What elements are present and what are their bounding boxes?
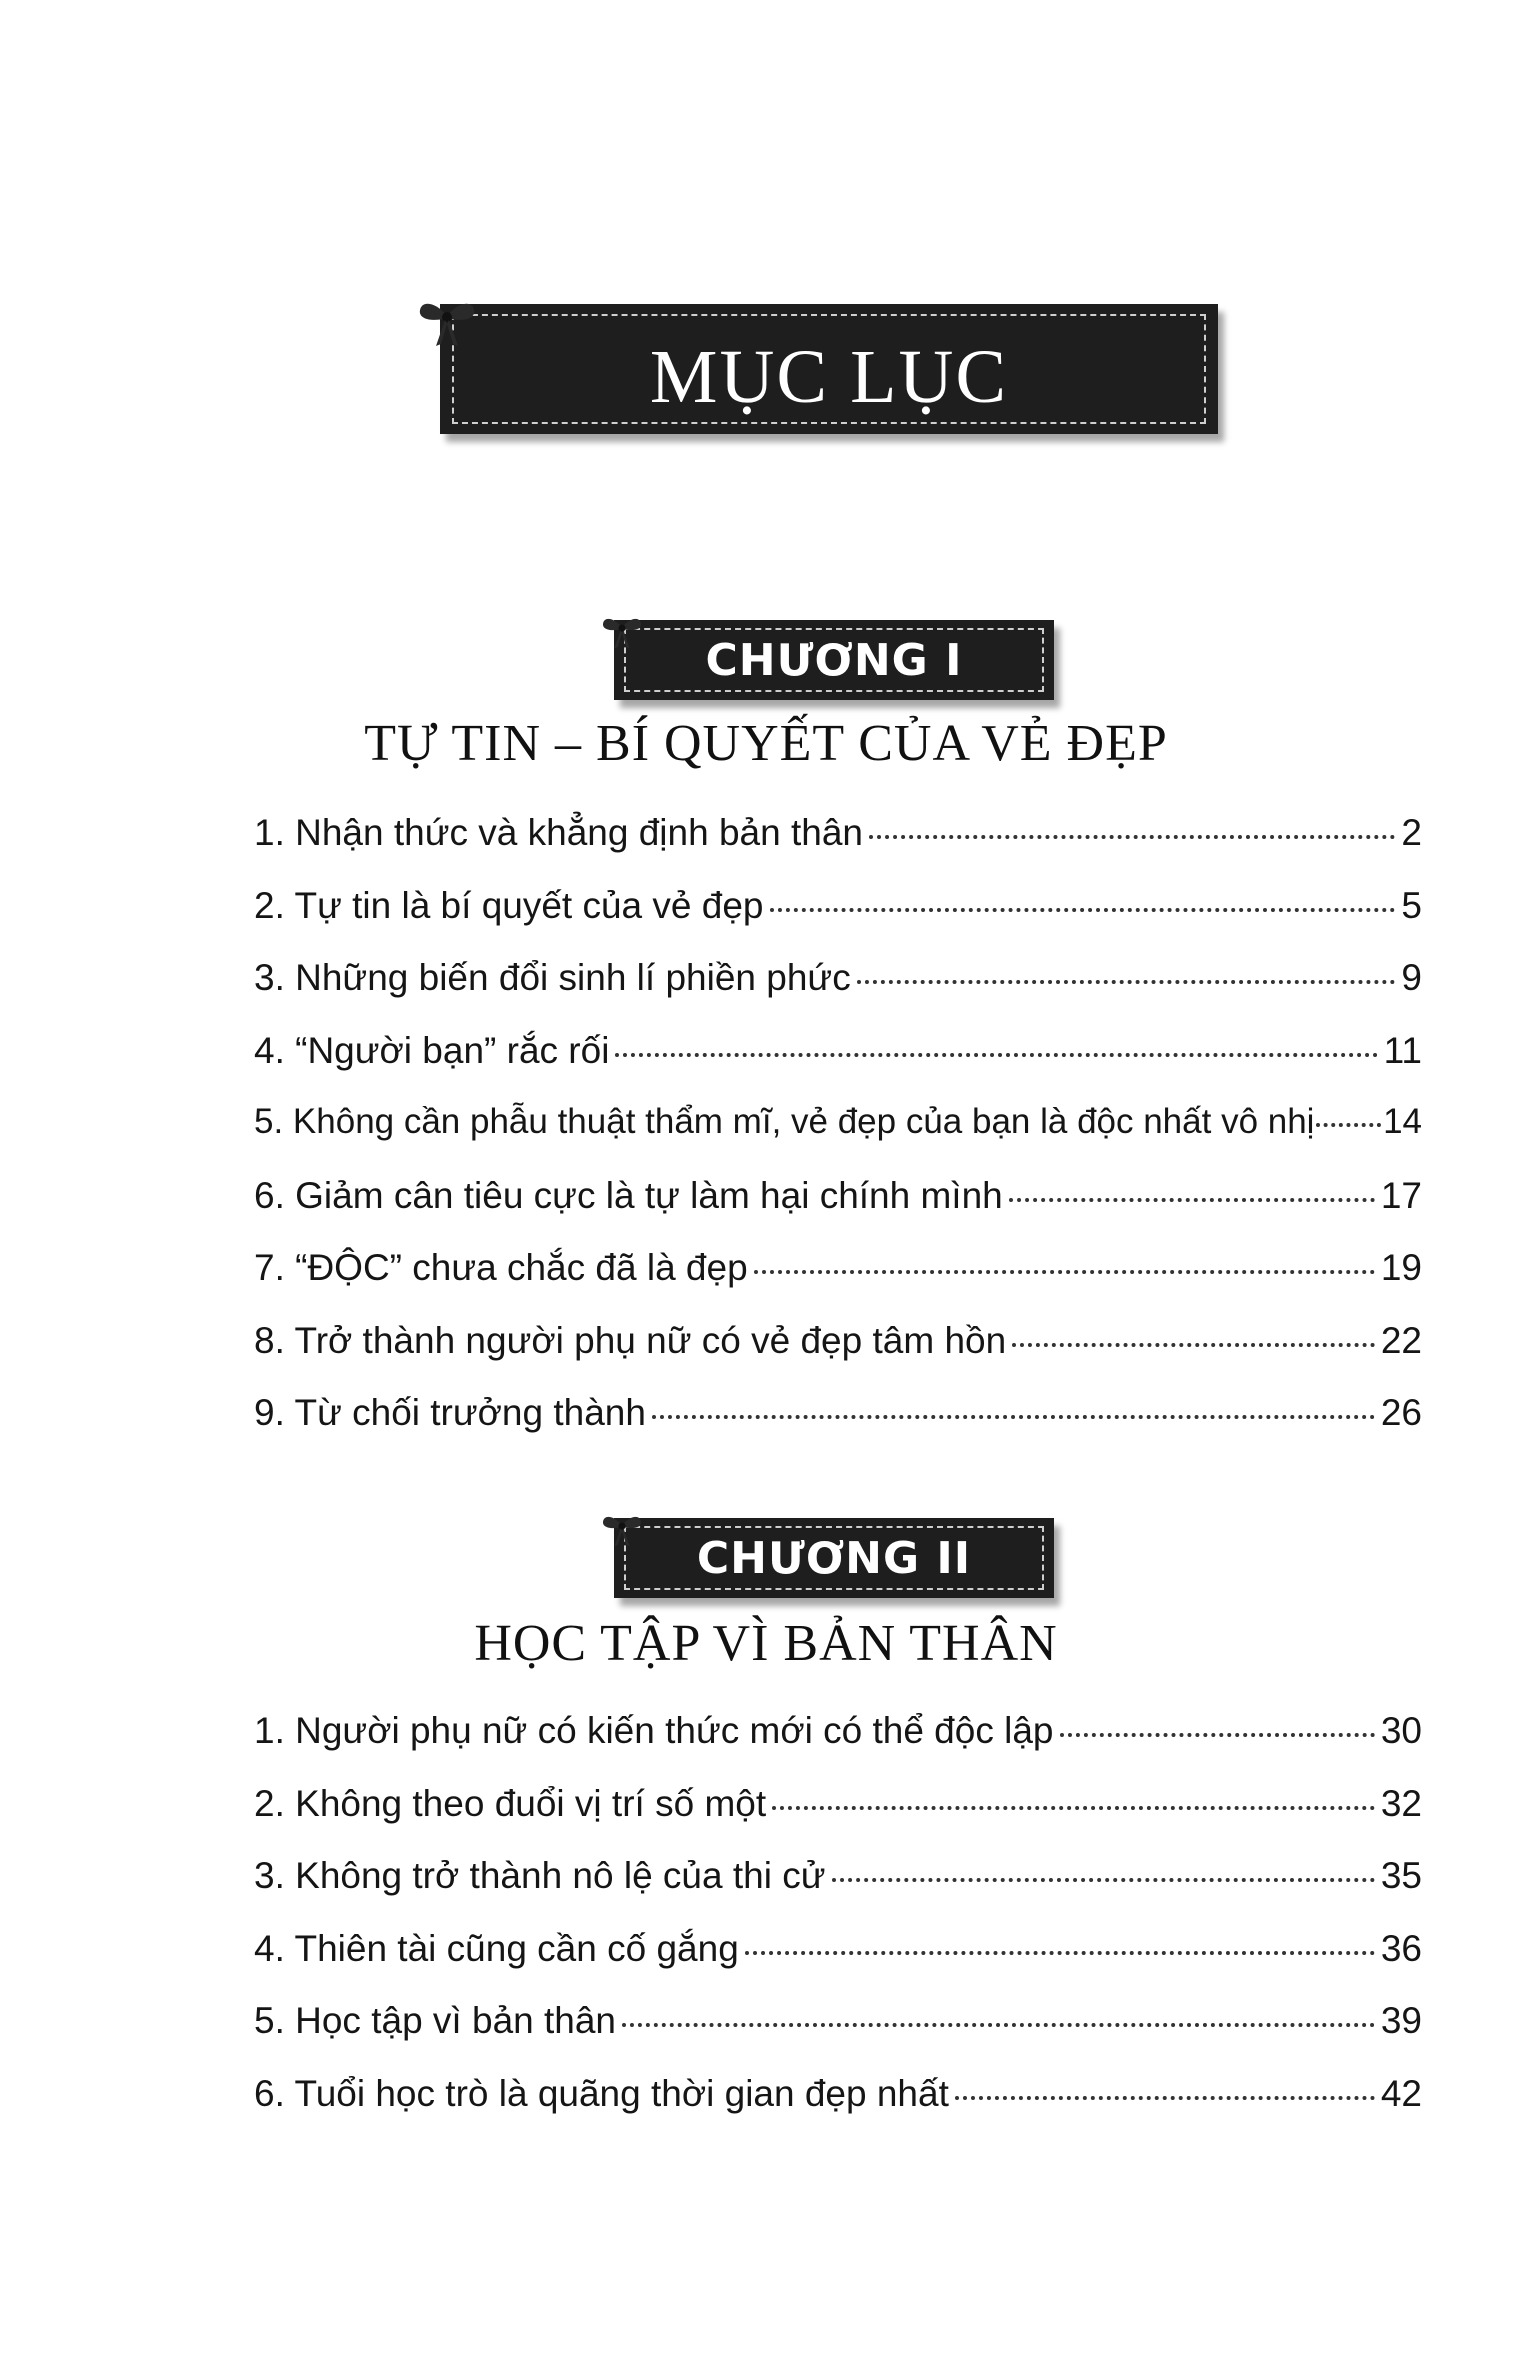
toc-entry-page: 35 bbox=[1380, 1855, 1422, 1896]
toc-entry-title: 3. Không trở thành nô lệ của thi cử bbox=[254, 1855, 826, 1896]
page-title: MỤC LỤC bbox=[649, 334, 1009, 419]
toc-entry-title: 4. Thiên tài cũng cần cố gắng bbox=[254, 1927, 739, 1969]
ribbon-bow-icon bbox=[600, 1510, 644, 1552]
toc-entry-title: 4. “Người bạn” rắc rối bbox=[254, 1029, 610, 1071]
dot-leader bbox=[615, 1053, 1377, 1057]
dot-leader bbox=[832, 1878, 1375, 1882]
toc-entry-title: 9. Từ chối trưởng thành bbox=[254, 1392, 646, 1433]
toc-entry-title: 7. “ĐỘC” chưa chắc đã là đẹp bbox=[254, 1247, 748, 1288]
dot-leader bbox=[772, 1806, 1375, 1810]
toc-entry-page: 30 bbox=[1380, 1710, 1422, 1751]
chapter-2-toc-list bbox=[254, 1710, 1422, 2145]
toc-entry-page: 11 bbox=[1383, 1029, 1422, 1071]
chapter-2-label: CHƯƠNG II bbox=[696, 1532, 972, 1584]
toc-entry[interactable] bbox=[254, 1928, 1422, 2001]
chapter-1-title: TỰ TIN – BÍ QUYẾT CỦA VẺ ĐẸP bbox=[364, 715, 1168, 772]
toc-entry[interactable] bbox=[254, 957, 1422, 1030]
dot-leader bbox=[1060, 1733, 1375, 1737]
chapter-1-toc-list bbox=[254, 812, 1422, 1465]
toc-entry-title: 5. Học tập vì bản thân bbox=[254, 2000, 617, 2041]
dot-leader bbox=[1009, 1198, 1375, 1202]
toc-entry-title: 2. Không theo đuổi vị trí số một bbox=[254, 1782, 767, 1824]
toc-entry-page: 5 bbox=[1401, 884, 1422, 926]
dot-leader bbox=[955, 2096, 1375, 2100]
toc-entry-title: 3. Những biến đổi sinh lí phiền phức bbox=[254, 957, 851, 998]
toc-entry-page: 22 bbox=[1380, 1319, 1422, 1361]
toc-entry-title: 2. Tự tin là bí quyết của vẻ đẹp bbox=[254, 884, 764, 926]
toc-entry[interactable] bbox=[254, 2073, 1422, 2146]
toc-entry-page: 26 bbox=[1380, 1392, 1422, 1433]
dot-leader bbox=[857, 980, 1396, 984]
toc-entry-page: 9 bbox=[1401, 957, 1422, 998]
chapter-1-label: CHƯƠNG I bbox=[705, 634, 963, 686]
toc-entry[interactable] bbox=[254, 1320, 1422, 1393]
main-title-banner bbox=[440, 304, 1218, 434]
dot-leader bbox=[1012, 1343, 1375, 1347]
dot-leader bbox=[770, 908, 1396, 912]
chapter-2-banner bbox=[614, 1518, 1054, 1598]
toc-entry-title: 5. Không cần phẫu thuật thẩm mĩ, vẻ đẹp của bạn là độc nhất vô nhị bbox=[254, 1102, 1315, 1141]
dot-leader bbox=[652, 1415, 1375, 1419]
ribbon-bow-icon bbox=[600, 612, 644, 654]
toc-entry[interactable] bbox=[254, 885, 1422, 958]
toc-entry[interactable] bbox=[254, 1175, 1422, 1248]
toc-entry-page: 2 bbox=[1401, 812, 1422, 853]
toc-entry[interactable] bbox=[254, 1247, 1422, 1320]
toc-entry-title: 8. Trở thành người phụ nữ có vẻ đẹp tâm hồn bbox=[254, 1319, 1007, 1361]
toc-entry-title: 6. Tuổi học trò là quãng thời gian đẹp nhất bbox=[254, 2072, 949, 2114]
toc-entry-page: 17 bbox=[1380, 1174, 1422, 1216]
toc-entry-page: 36 bbox=[1380, 1927, 1422, 1969]
ribbon-bow-icon bbox=[416, 294, 478, 354]
toc-entry[interactable] bbox=[254, 1710, 1422, 1783]
chapter-1-banner bbox=[614, 620, 1054, 700]
toc-entry-title: 1. Nhận thức và khẳng định bản thân bbox=[254, 812, 863, 853]
toc-entry-title: 6. Giảm cân tiêu cực là tự làm hại chính mình bbox=[254, 1174, 1003, 1216]
toc-entry-title: 1. Người phụ nữ có kiến thức mới có thể độc lập bbox=[254, 1710, 1054, 1751]
toc-entry-page: 19 bbox=[1380, 1247, 1422, 1288]
toc-entry[interactable] bbox=[254, 1855, 1422, 1928]
toc-entry-page: 39 bbox=[1380, 2000, 1422, 2041]
toc-entry-page: 14 bbox=[1383, 1102, 1422, 1141]
toc-entry[interactable] bbox=[254, 1783, 1422, 1856]
toc-entry[interactable] bbox=[254, 1030, 1422, 1103]
chapter-2-title: HỌC TẬP VÌ BẢN THÂN bbox=[474, 1615, 1058, 1672]
dot-leader bbox=[754, 1270, 1375, 1274]
dot-leader bbox=[1316, 1123, 1381, 1127]
toc-entry[interactable] bbox=[254, 1102, 1422, 1175]
toc-entry-page: 42 bbox=[1380, 2072, 1422, 2114]
toc-entry[interactable] bbox=[254, 812, 1422, 885]
toc-entry-page: 32 bbox=[1380, 1782, 1422, 1824]
dot-leader bbox=[869, 835, 1395, 839]
toc-entry[interactable] bbox=[254, 2000, 1422, 2073]
dot-leader bbox=[622, 2023, 1375, 2027]
toc-entry[interactable] bbox=[254, 1392, 1422, 1465]
dot-leader bbox=[745, 1951, 1375, 1955]
